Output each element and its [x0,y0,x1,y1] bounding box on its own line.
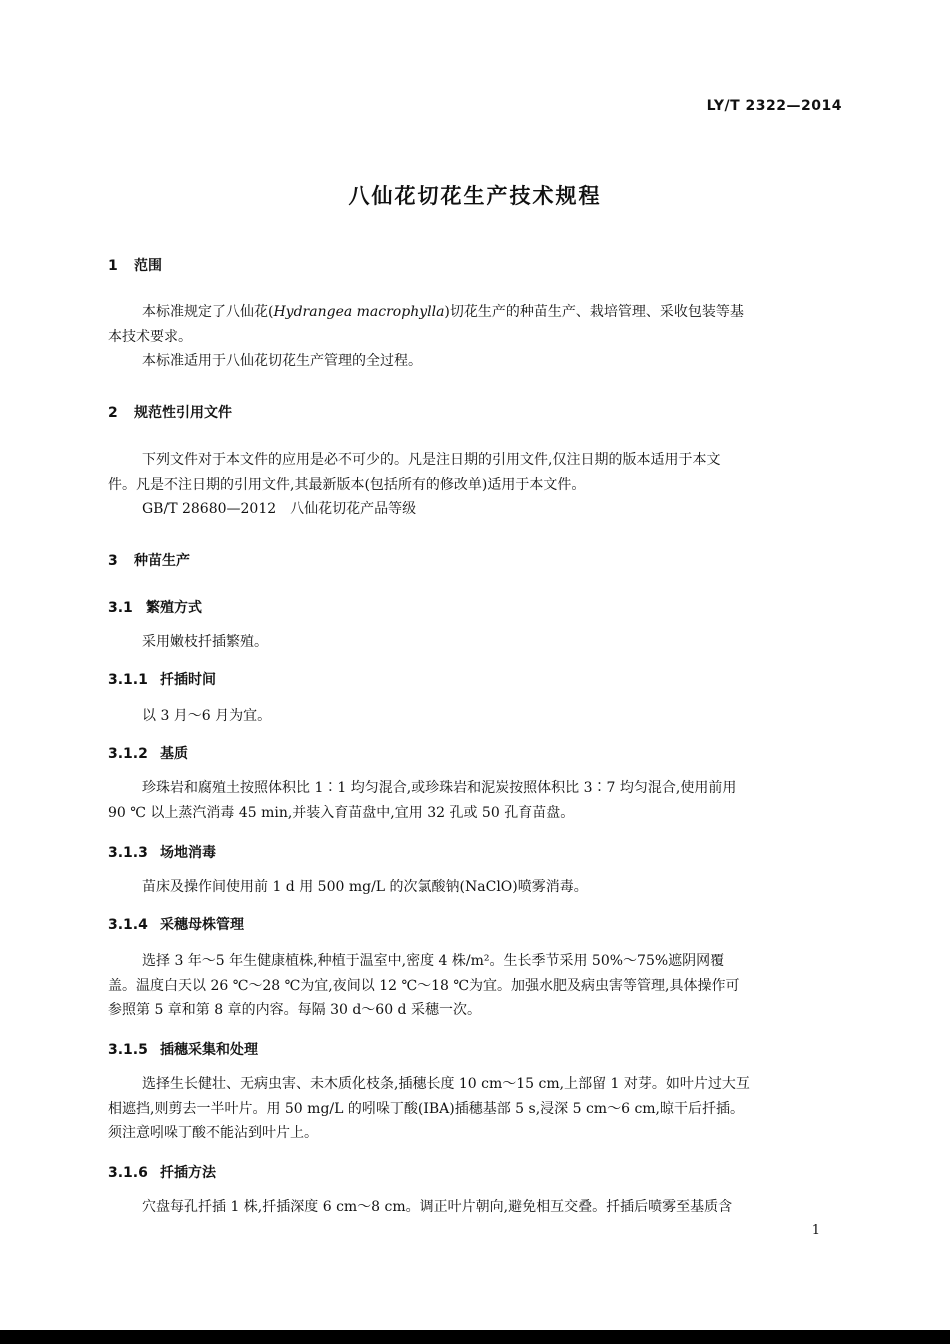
paragraph-line: 90 ℃ 以上蒸汽消毒 45 min,并装入育苗盘中,宜用 32 孔或 50 孔育苗盘。 [108,804,575,821]
section-number: 3.1.2 [108,746,148,762]
section-title: 场地消毒 [160,845,216,861]
section-3-1-1-paragraph [108,704,843,729]
document-title: 八仙花切花生产技术规程 [348,184,602,208]
paragraph-line: 件。凡是不注日期的引用文件,其最新版本(包括所有的修改单)适用于本文件。 [108,476,586,493]
section-3-1-1-heading [108,669,216,689]
section-title: 扦插时间 [160,672,216,688]
section-2-paragraph-1 [108,448,843,497]
section-3-1-4-heading [108,914,244,934]
section-3-1-heading [108,597,202,617]
paragraph-line: 相遮挡,则剪去一半叶片。用 50 mg/L 的吲哚丁酸(IBA)插穗基部 5 s,浸深 5 cm～6 cm,晾干后扦插。 [108,1100,745,1117]
paragraph-line: 参照第 5 章和第 8 章的内容。每隔 30 d～60 d 采穗一次。 [108,1002,481,1018]
section-number: 3.1.3 [108,845,148,861]
paragraph-line: 采用嫩枝扦插繁殖。 [142,634,268,650]
paragraph-line: 苗床及操作间使用前 1 d 用 500 mg/L 的次氯酸钠(NaClO)喷雾消毒。 [142,879,588,895]
section-3-1-4-paragraph [108,949,843,1023]
paragraph-line: 选择生长健壮、无病虫害、未木质化枝条,插穗长度 10 cm～15 cm,上部留 1 对芽。如叶片过大互 [142,1076,750,1092]
section-number: 3.1.1 [108,672,148,688]
normative-reference [108,497,843,522]
section-3-1-2-paragraph [108,776,843,825]
section-number: 3.1.4 [108,917,148,933]
section-3-1-3-heading [108,842,216,862]
section-number: 1 [108,258,118,274]
section-title: 采穗母株管理 [160,917,244,933]
section-3-1-5-paragraph [108,1072,843,1146]
paragraph-line: 穴盘每孔扦插 1 株,扦插深度 6 cm～8 cm。调正叶片朝向,避免相互交叠。扦插后喷雾至基质含 [142,1199,733,1215]
section-3-heading [108,550,190,570]
paragraph-line: 选择 3 年～5 年生健康植株,种植于温室中,密度 4 株/m²。生长季节采用 50%～75%遮阴网覆 [142,953,725,969]
paragraph-line: 盖。温度白天以 26 ℃～28 ℃为宜,夜间以 12 ℃～18 ℃为宜。加强水肥及病虫害等管理,具体操作可 [108,977,740,994]
section-number: 3.1 [108,600,133,616]
section-3-1-paragraph [108,630,843,655]
text-fragment: )切花生产的种苗生产、栽培管理、采收包装等基 [444,304,744,320]
standard-code: LY/T 2322—2014 [706,98,842,114]
paragraph-line: 本技术要求。 [108,328,192,345]
paragraph-line: 下列文件对于本文件的应用是必不可少的。凡是注日期的引用文件,仅注日期的版本适用于本文 [142,452,721,468]
latin-name: Hydrangea macrophylla [273,304,445,320]
section-2-heading [108,402,232,422]
page-number: 1 [811,1223,820,1238]
section-3-1-2-heading [108,743,188,763]
section-3-1-3-paragraph [108,875,843,900]
paragraph-line: 本标准适用于八仙花切花生产管理的全过程。 [142,353,422,369]
text-fragment: 本标准规定了八仙花( [142,304,274,320]
section-3-1-6-paragraph [108,1195,843,1220]
section-title: 插穗采集和处理 [160,1042,258,1058]
section-title: 扦插方法 [160,1165,216,1181]
paragraph-line: 须注意吲哚丁酸不能沾到叶片上。 [108,1125,318,1141]
bottom-border-bar [0,1330,950,1344]
section-1-paragraph-2 [108,349,843,374]
section-title: 种苗生产 [134,553,190,569]
section-1-heading [108,255,162,275]
section-title: 基质 [160,746,188,762]
section-number: 3.1.5 [108,1042,148,1058]
section-number: 3.1.6 [108,1165,148,1181]
paragraph-line: GB/T 28680—2012 八仙花切花产品等级 [142,501,417,517]
paragraph-line [108,300,843,325]
paragraph-line: 珍珠岩和腐殖土按照体积比 1∶1 均匀混合,或珍珠岩和泥炭按照体积比 3∶7 均匀混合,使用前用 [142,780,737,796]
section-title: 繁殖方式 [146,600,202,616]
section-title: 范围 [134,258,162,274]
section-title: 规范性引用文件 [134,405,232,421]
paragraph-line: 以 3 月～6 月为宜。 [142,708,272,724]
section-3-1-6-heading [108,1162,216,1182]
section-3-1-5-heading [108,1039,258,1059]
section-1-paragraph-1 [108,300,843,349]
section-number: 3 [108,553,118,569]
section-number: 2 [108,405,118,421]
